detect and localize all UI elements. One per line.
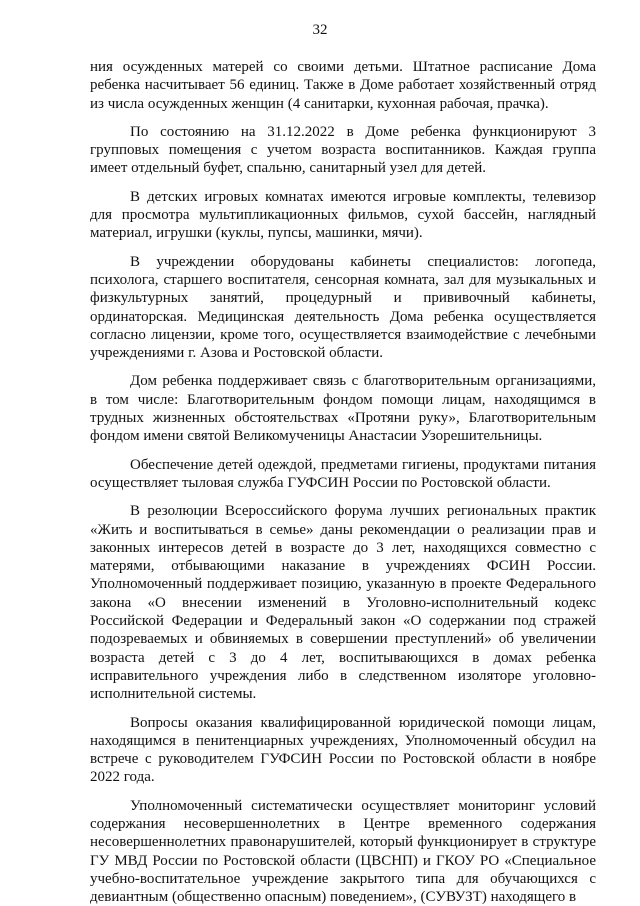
paragraph-forum-resolution: В резолюции Всероссийского форума лучших региональных практик «Жить и воспитываться в семье» даны рекомендации о реализации прав и законных интересов детей в возрасте до 3 лет, находящихся совместно с матерями, отбывающими наказание в учреждениях ФСИН России. Уполномоченный поддерживает позицию, указанную в проекте Федерального закона «О внесении изменений в Уголовно-исполнительный кодекс Российской Федерации и Федеральный закон «О содержании под стражей подозреваемых и обвиняемых в совершении преступлений» об увеличении возраста детей с 3 до 4 лет, воспитывающихся в домах ребенка исправительного учреждения либо в следственном изоляторе уголовно-исполнительной системы. bbox=[90, 503, 596, 703]
paragraph-specialist-rooms: В учреждении оборудованы кабинеты специалистов: логопеда, психолога, старшего воспитателя, сенсорная комната, зал для музыкальных и физкультурных занятий, процедурный и прививочный кабинеты, ординаторская. Медицинская деятельность Дома ребенка осуществляется согласно лицензии, кроме того, осуществляется взаимодействие с лечебными учреждениями г. Азова и Ростовской области. bbox=[90, 253, 596, 362]
paragraph-legal-aid: Вопросы оказания квалифицированной юридической помощи лицам, находящимся в пенитенциарных учреждениях, Уполномоченный обсудил на встрече с руководителем ГУФСИН России по Ростовской области в ноябре 2022 года. bbox=[90, 714, 596, 786]
page-number: 32 bbox=[312, 22, 328, 38]
document-body bbox=[90, 58, 596, 906]
paragraph-groups: По состоянию на 31.12.2022 в Доме ребенка функционируют 3 групповых помещения с учетом возраста воспитанников. Каждая группа имеет отдельный буфет, спальню, санитарный узел для детей. bbox=[90, 123, 596, 177]
paragraph-supply: Обеспечение детей одеждой, предметами гигиены, продуктами питания осуществляет тыловая служба ГУФСИН России по Ростовской области. bbox=[90, 456, 596, 491]
paragraph-monitoring: Уполномоченный систематически осуществляет мониторинг условий содержания несовершеннолетних в Центре временного содержания несовершеннолетних правонарушителей, который функционирует в структуре ГУ МВД России по Ростовской области (ЦВСНП) и ГКОУ РО «Специальное учебно-воспитательное учреждение закрытого типа для обучающихся с девиантным (общественно опасным) поведением», (СУВУЗТ) находящего в bbox=[90, 797, 596, 906]
paragraph-playrooms: В детских игровых комнатах имеются игровые комплекты, телевизор для просмотра мультипликационных фильмов, сухой бассейн, наглядный материал, игрушки (куклы, пупсы, машинки, мячи). bbox=[90, 188, 596, 242]
paragraph-charity: Дом ребенка поддерживает связь с благотворительным организациями, в том числе: Благотворительным фондом помощи лицам, находящимся в трудных жизненных обстоятельствах «Протяни руку», Благотворительным фондом имени святой Великомученицы Анастасии Узорешительницы. bbox=[90, 373, 596, 445]
paragraph-staff: ния осужденных матерей со своими детьми. Штатное расписание Дома ребенка насчитывает 56 единиц. Также в Доме работает хозяйственный отряд из числа осужденных женщин (4 санитарки, кухонная рабочая, прачка). bbox=[90, 59, 596, 112]
